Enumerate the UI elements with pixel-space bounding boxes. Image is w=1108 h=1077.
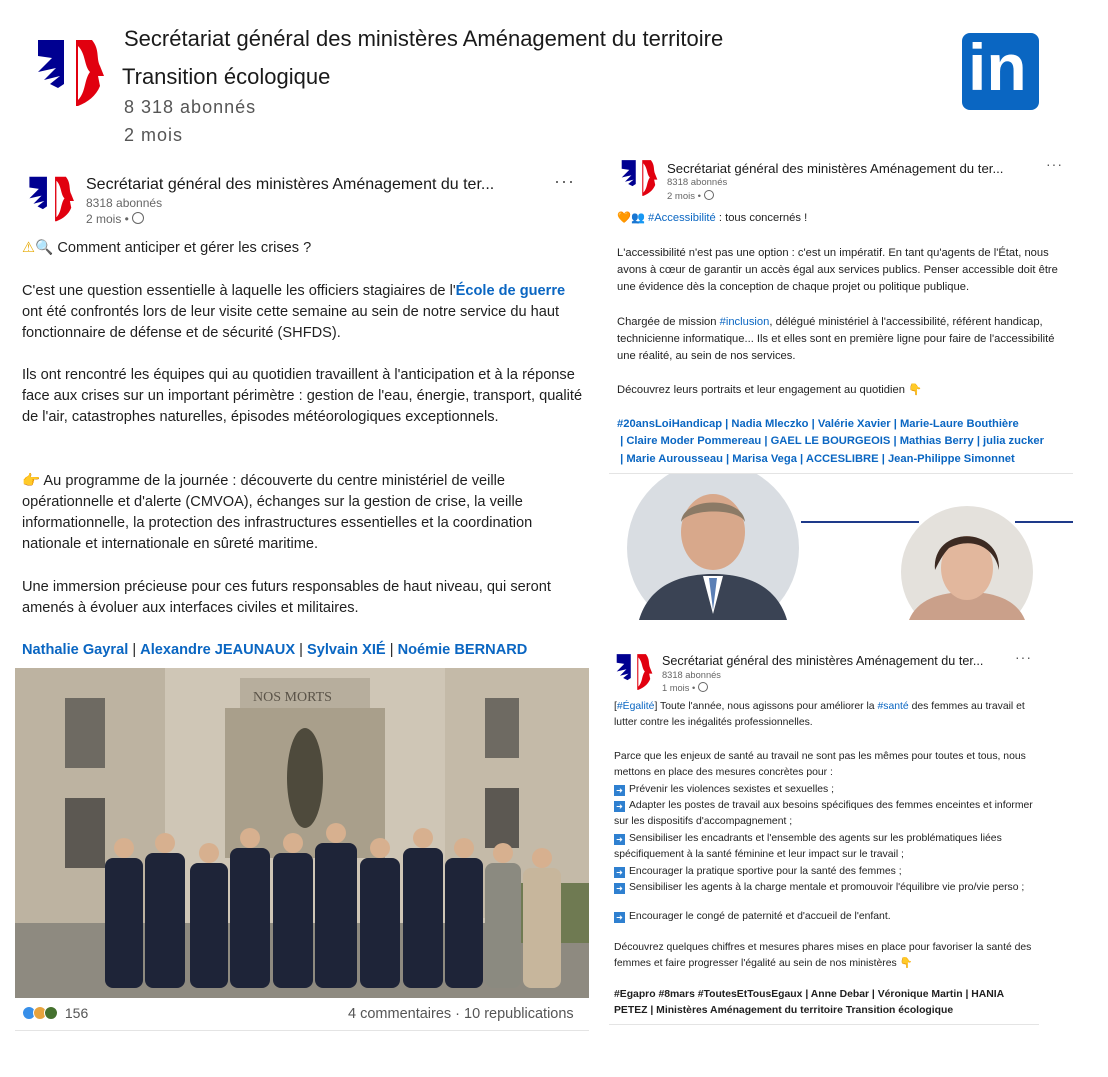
hashtag-link[interactable]: #santé [877,701,909,712]
post-left-followers: 8318 abonnés [86,196,163,210]
post-right2-bullet [614,782,1034,798]
post-right2-bullet-text: Prévenir les violences sexistes et sexuelles ; [629,784,835,795]
hashtag-link[interactable]: #Égalité [616,701,655,712]
post-right2-tags-line1[interactable]: #Egapro #8mars #ToutesEtTousEgaux | Anne Debar | Véronique Martin | HANIA [614,989,1005,1000]
post-left-p1 [22,281,584,344]
mention-link[interactable]: Noémie BERNARD [397,642,528,658]
post-right1-age-text: 2 mois • [667,191,701,202]
post-left-p1-before: C'est une question essentielle à laquelle les officiers stagiaires de l' [22,283,456,299]
post-right2-intro-end: des femmes au travail et lutter contre les inégalités professionnelles. [614,701,1025,729]
header-org-line2: Transition écologique [122,64,331,89]
mention-link[interactable]: Sylvain XIÉ [306,642,386,658]
post-left-mentions: Nathalie Gayral | Alexandre JEAUNAUX | Sylvain XIÉ | Noémie BERNARD [22,642,528,658]
post-right2-intro-open: [ [614,701,617,712]
people-icon: 👥 [630,212,645,224]
post-right2-tags-line2[interactable]: PETEZ | Ministères Aménagement du territoire Transition écologique [614,1005,954,1016]
post-right1-tags-line1[interactable]: #20ansLoiHandicap | Nadia Mleczko | Valérie Xavier | Marie-Laure Bouthière [617,418,1019,430]
post-right1-p2-before: Chargée de mission [617,316,720,328]
arrow-right-icon: ➜ [614,867,625,878]
post-left-reactions[interactable] [22,1005,88,1021]
post-right2-bullet [614,864,1034,880]
post-right1-avatar[interactable] [617,158,661,198]
post-right2-followers: 8318 abonnés [662,670,721,680]
celebrate-reaction-icon [44,1006,58,1020]
mention-link[interactable]: Nathalie Gayral [22,642,129,658]
post-right2-bullet [614,798,1034,831]
post-right1-intro [617,210,1077,227]
post-left-comments[interactable]: 4 commentaires · 10 republications [348,1006,574,1022]
post-right1-author[interactable]: Secrétariat général des ministères Aménagement du ter... [667,161,1004,176]
post-right1-tags-line3[interactable]: | Marie Aurousseau | Marisa Vega | ACCESLIBRE | Jean-Philippe Simonnet [617,453,1015,465]
post-right1-portraits[interactable] [609,474,1073,620]
post-right1-p3 [617,382,1067,399]
post-right1-p1: L'accessibilité n'est pas une option : c'est un impératif. En tant qu'agents de l'État, nous avons à cœur de garantir un accès égal aux services publics. Penser accessible doit être une évidence dès la conception de chaque projet ou politique publique. [617,247,1058,293]
post-right2-author[interactable]: Secrétariat général des ministères Aménagement du ter... [662,654,984,668]
post-right2-bullet-text: Adapter les postes de travail aux besoins spécifiques des femmes enceintes et informer sur les dispositifs d'accompagnement ; [614,800,1033,828]
post-right2-age [662,682,708,694]
post-left-p3 [22,471,584,555]
post-left-p3-text: Au programme de la journée : découverte du centre ministériel de veille opérationnelle et d'alerte (CMVOA), échanges sur la gestion de crise, la veille informationnelle, la protection des infrastructures essentielles et la coordination nationale et internationale en sûreté maritime. [22,473,533,552]
post-right2-age-text: 1 mois • [662,683,696,693]
arrow-right-icon: ➜ [614,785,625,796]
post-right1-intro-rest: : tous concernés ! [715,212,808,224]
post-right1-tags-line2[interactable]: | Claire Moder Pommereau | GAEL LE BOURGEOIS | Mathias Berry | julia zucker [617,435,1044,447]
post-right1-followers: 8318 abonnés [667,177,728,188]
post-right2-bullet-text: Encourager la pratique sportive pour la santé des femmes ; [629,866,902,877]
magnifier-icon: 🔍 [35,240,54,256]
warning-icon: ⚠ [22,240,36,256]
arrow-right-icon: ➜ [614,801,625,812]
pointing-down-icon: 👇 [908,384,922,396]
mention-link[interactable]: Alexandre JEAUNAUX [140,642,296,658]
post-right1-more-button[interactable]: ··· [1046,156,1063,172]
globe-icon [132,212,144,224]
arrow-right-icon: ➜ [614,912,625,923]
post-right2-avatar[interactable] [612,652,656,692]
marianne-logo [30,36,110,110]
post-right1-p3-text: Découvrez leurs portraits et leur engagement au quotidien [617,384,905,396]
post-right2-intro-mid: ] Toute l'année, nous agissons pour améliorer la [654,701,878,712]
post-left-age [86,212,144,226]
group-photo-illustration [15,668,589,998]
arrow-right-icon: ➜ [614,834,625,845]
post-left-p2: Ils ont rencontré les équipes qui au quotidien travaillent à l'anticipation et à la réponse face aux crises sur un important périmètre : gestion de l'eau, énergie, transport, qualité de l'air, catastrophes naturelles, épisodes météorologiques exceptionnels. [22,367,583,425]
post-right1-age [667,190,714,202]
post-right2-p1: Parce que les enjeux de santé au travail ne sont pas les mêmes pour toutes et tous, nous mettons en place des mesures concrètes pour : [614,751,1026,779]
header-org-line1: Secrétariat général des ministères Aménagement du territoire [124,26,724,51]
post-left-more-button[interactable]: ··· [554,171,575,191]
ecole-de-guerre-link[interactable]: École de guerre [455,283,566,299]
post-right2-bullet [614,909,1034,925]
post-right2-p2-text: Découvrez quelques chiffres et mesures phares mises en place pour favoriser la santé des femmes et faire progresser l'égalité au sein de nos ministères [614,942,1032,970]
post-left-author[interactable]: Secrétariat général des ministères Aménagement du ter... [86,176,495,193]
linkedin-logo [962,30,1039,110]
post-right2-p2 [614,940,1034,973]
post-left-p4: Une immersion précieuse pour ces futurs responsables de haut niveau, qui seront amenés à évoluer aux interfaces civiles et militaires. [22,579,551,616]
post-left-p1-after: ont été confrontés lors de leur visite cette semaine au sein de notre service du haut fonctionnaire de défense et de sécurité (SHFDS). [22,304,560,341]
post-right1-p2 [617,314,1067,365]
monument-inscription: NOS MORTS [253,690,332,705]
post-right2-bullet [614,880,1034,896]
divider [15,1030,589,1031]
reaction-count: 156 [64,1005,89,1021]
post-left-photo[interactable] [15,668,589,998]
arrow-right-icon: ➜ [614,883,625,894]
globe-icon [704,190,714,200]
header-followers: 8 318 abonnés [124,97,257,117]
heart-icon: 🧡 [617,212,631,224]
pointing-hand-icon: 👉 [22,473,41,489]
post-left-age-text: 2 mois • [86,212,129,226]
divider [609,1024,1039,1025]
post-right2-more-button[interactable]: ··· [1015,649,1032,665]
post-right2-bullet-text: Encourager le congé de paternité et d'accueil de l'enfant. [629,911,891,922]
post-left-intro-text: Comment anticiper et gérer les crises ? [57,240,312,256]
post-left-avatar[interactable] [24,174,78,224]
post-right2-bullet [614,831,1034,864]
post-left-intro [22,238,584,259]
post-right2-intro [614,699,1034,732]
portraits-illustration [609,474,1073,620]
hashtag-link[interactable]: #inclusion [719,316,770,328]
header-age: 2 mois [124,125,184,145]
hashtag-link[interactable]: #Accessibilité [647,212,716,224]
globe-icon [698,682,708,692]
post-right2-bullet-text: Sensibiliser les agents à la charge mentale et promouvoir l'équilibre vie pro/vie perso ; [629,882,1025,893]
linkedin-logo-text: in [968,30,1027,104]
pointing-down-icon: 👇 [899,958,913,970]
post-right1-p2-after: , délégué ministériel à l'accessibilité, référent handicap, technicienne informatique... Ils et elles sont en première ligne pour faire de l'accessibilité une réalité, au sein de nos services. [617,316,1055,362]
post-right2-bullet-text: Sensibiliser les encadrants et l'ensemble des agents sur les problématiques liées spécifiquement à la santé féminine et leur impact sur le travail ; [614,833,1002,861]
